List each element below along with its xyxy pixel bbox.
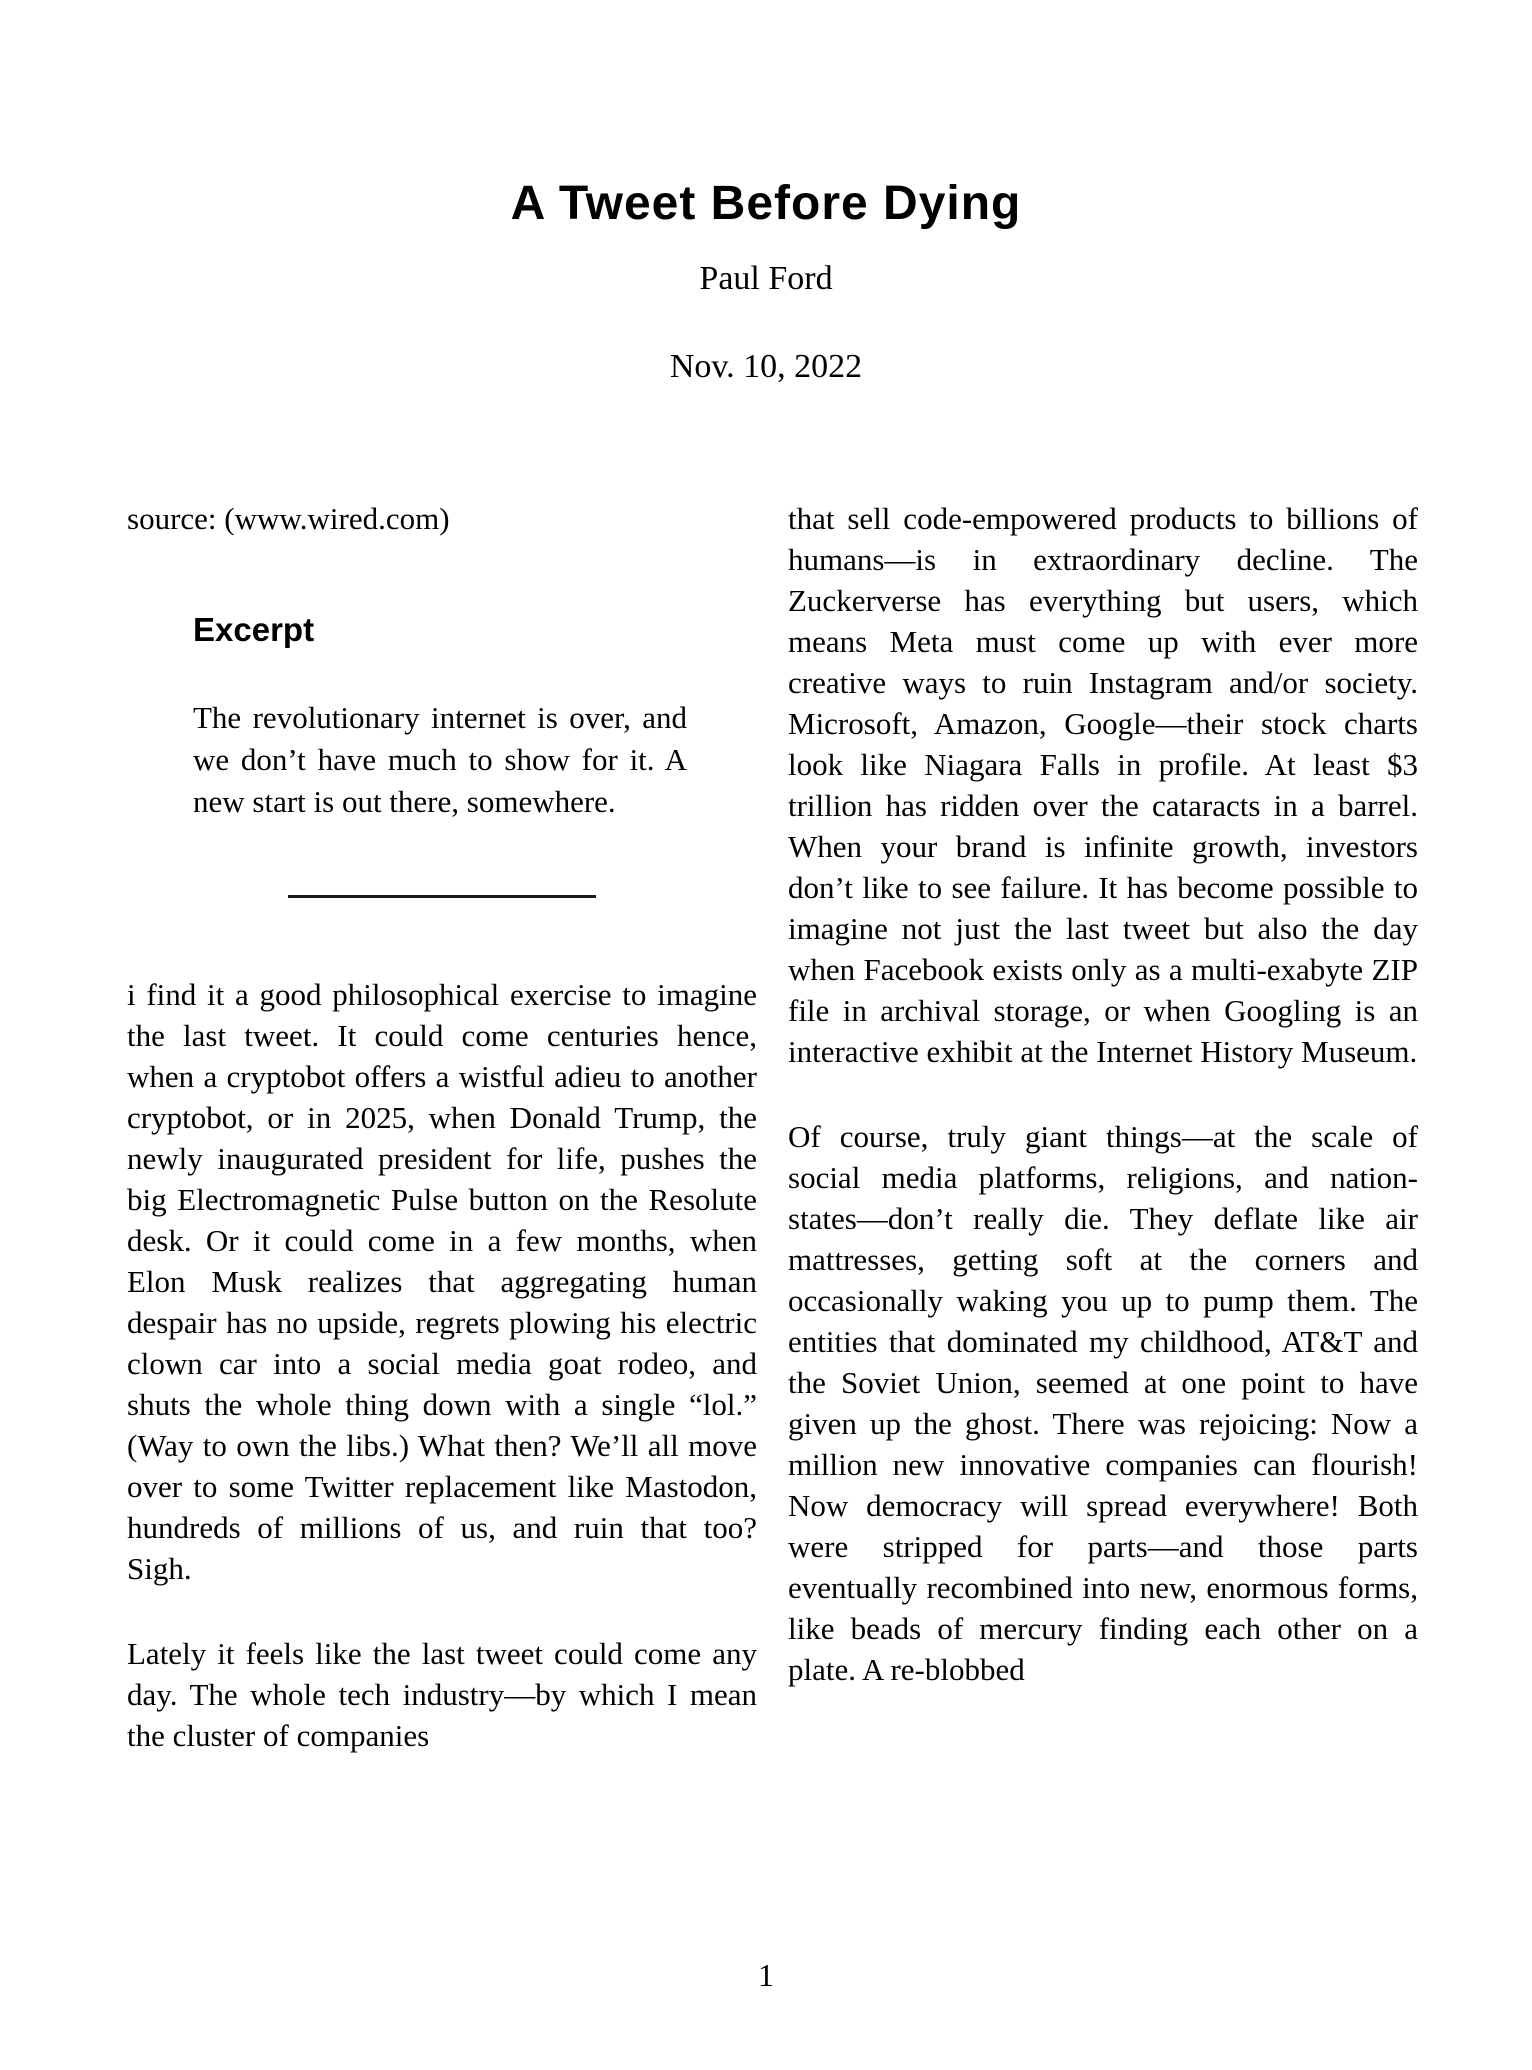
left-column xyxy=(127,498,757,1787)
right-column xyxy=(788,498,1418,1721)
article-author: Paul Ford xyxy=(699,260,833,297)
body-paragraph-left-2: Lately it feels like the last tweet could come any day. The whole tech industry—by which I mean the cluster of companies xyxy=(127,1636,757,1753)
page-number: 1 xyxy=(758,1957,774,1993)
excerpt-text: The revolutionary internet is over, and we don’t have much to show for it. A new start is out there, somewhere. xyxy=(193,700,687,819)
body-paragraph-left-1: i find it a good philosophical exercise to imagine the last tweet. It could come centuries hence, when a cryptobot offers a wistful adieu to another cryptobot, or in 2025, when Donald Trump, the newly inaugurated president for life, pushes the big Electromagnetic Pulse button on the Resolute desk. Or it could come in a few months, when Elon Musk realizes that aggregating human despair has no upside, regrets plowing his electric clown car into a social media goat rodeo, and shuts the whole thing down with a single “lol.” (Way to own the libs.) What then? We’ll all move over to some Twitter replacement like Mastodon, hundreds of millions of us, and ruin that too? Sigh. xyxy=(127,977,757,1586)
body-paragraph-right-1: that sell code-empowered products to billions of humans—is in extraordinary decline. The Zuckerverse has everything but users, which means Meta must come up with ever more creative ways to ruin Instagram and/or society. Microsoft, Amazon, Google—their stock charts look like Niagara Falls in profile. At least $3 trillion has ridden over the cataracts in a barrel. When your brand is infinite growth, investors don’t like to see failure. It has become possible to imagine not just the last tweet but also the day when Facebook exists only as a multi-exabyte ZIP file in archival storage, or when Googling is an interactive exhibit at the Internet History Museum. xyxy=(788,501,1418,1069)
excerpt-divider-rule xyxy=(288,895,596,898)
source-line: source: (www.wired.com) xyxy=(127,501,450,536)
body-paragraph-right-2: Of course, truly giant things—at the scale of social media platforms, religions, and nation-states—don’t really die. They deflate like air mattresses, getting soft at the corners and occasionally waking you up to pump them. The entities that dominated my childhood, AT&T and the Soviet Union, seemed at one point to have given up the ghost. There was rejoicing: Now a million new innovative companies can flourish! Now democracy will spread everywhere! Both were stripped for parts—and those parts eventually recombined into new, enormous forms, like beads of mercury finding each other on a plate. A re-blobbed xyxy=(788,1119,1418,1687)
article-title: A Tweet Before Dying xyxy=(510,177,1022,231)
excerpt-heading: Excerpt xyxy=(193,611,315,648)
article-date: Nov. 10, 2022 xyxy=(669,348,863,385)
